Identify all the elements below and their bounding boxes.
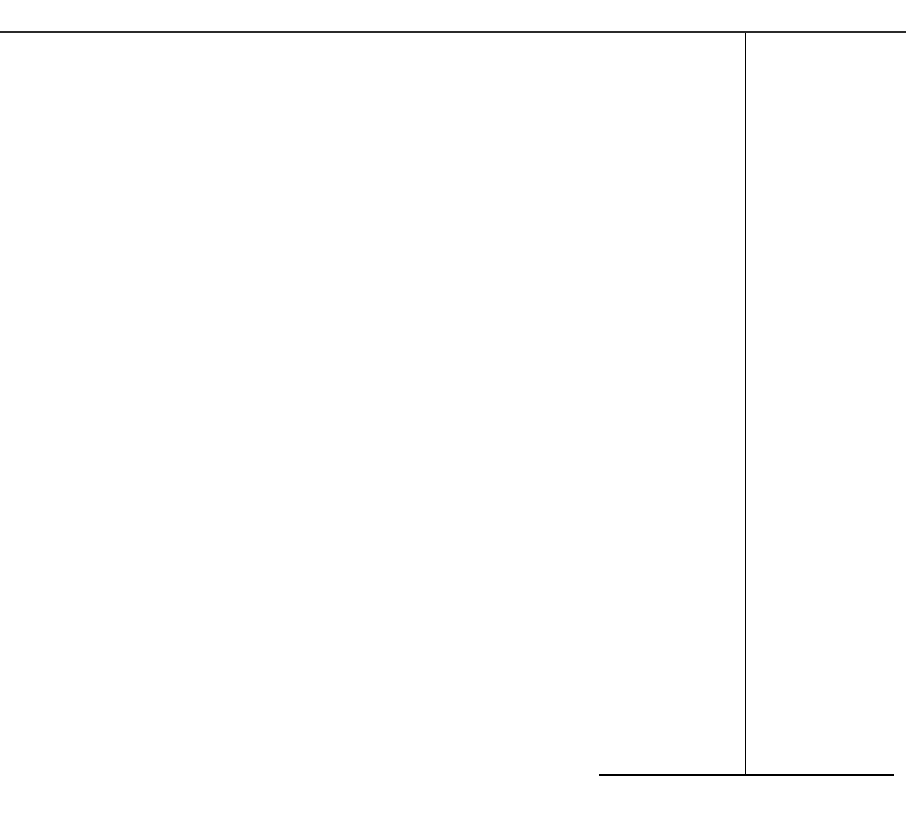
zero-effect-line <box>745 33 746 775</box>
header-divider <box>0 31 906 33</box>
x-axis <box>599 774 894 776</box>
